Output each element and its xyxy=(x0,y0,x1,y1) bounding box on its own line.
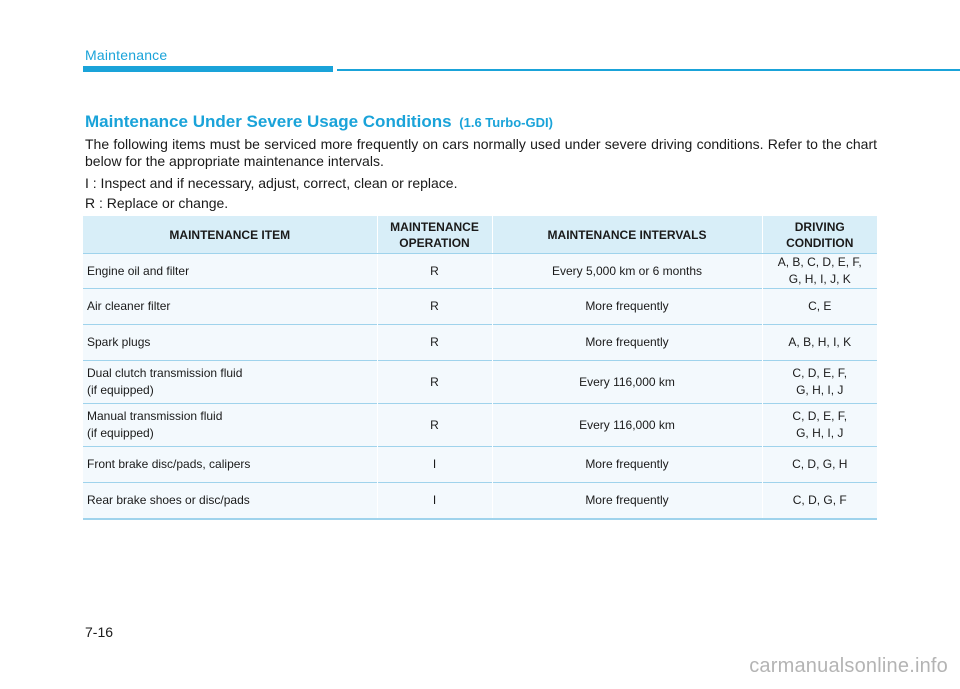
header-operation-line1: MAINTENANCE xyxy=(390,219,479,234)
table-row xyxy=(83,404,877,447)
condition-line2: G, H, I, J, K xyxy=(788,272,851,286)
header-title: Maintenance xyxy=(85,47,168,63)
header-driving-condition xyxy=(762,216,877,254)
cell-condition xyxy=(762,254,877,289)
watermark: carmanualsonline.info xyxy=(749,655,948,677)
cell-operation: R xyxy=(377,404,492,447)
table-row xyxy=(83,325,877,361)
item-line2: (if equipped) xyxy=(87,426,154,440)
cell-interval: More frequently xyxy=(492,325,762,361)
cell-interval: Every 116,000 km xyxy=(492,404,762,447)
maintenance-table xyxy=(83,216,877,520)
table-row xyxy=(83,361,877,404)
header-maintenance-item: MAINTENANCE ITEM xyxy=(83,216,377,254)
cell-item xyxy=(83,361,377,404)
header-condition-line1: DRIVING xyxy=(794,219,845,234)
cell-operation: I xyxy=(377,447,492,483)
item-line1: Spark plugs xyxy=(87,335,151,349)
condition-line1: A, B, H, I, K xyxy=(788,335,852,349)
condition-line1: C, D, G, F xyxy=(792,492,847,507)
header-maintenance-operation xyxy=(377,216,492,254)
table-row xyxy=(83,254,877,289)
cell-item xyxy=(83,254,377,289)
cell-operation: R xyxy=(377,289,492,325)
cell-item xyxy=(83,447,377,483)
cell-condition xyxy=(762,447,877,483)
page-number: 7-16 xyxy=(85,624,114,640)
condition-line1: A, B, C, D, E, F, xyxy=(777,255,862,269)
item-line1: Front brake disc/pads, calipers xyxy=(87,457,251,471)
item-line1: Rear brake shoes or disc/pads xyxy=(87,492,250,507)
header-operation-line2: OPERATION xyxy=(399,235,470,250)
table-row xyxy=(83,483,877,519)
condition-line1: C, D, E, F, xyxy=(792,366,848,380)
header-maintenance-intervals: MAINTENANCE INTERVALS xyxy=(492,216,762,254)
table-row xyxy=(83,289,877,325)
condition-line1: C, D, E, F, xyxy=(792,409,848,423)
cell-item xyxy=(83,325,377,361)
item-line2: (if equipped) xyxy=(87,383,154,397)
header-rule-thick xyxy=(83,66,333,72)
section-subtitle: (1.6 Turbo-GDI) xyxy=(459,115,553,130)
cell-interval: More frequently xyxy=(492,289,762,325)
condition-line1: C, E xyxy=(808,299,832,313)
cell-item xyxy=(83,289,377,325)
cell-item xyxy=(83,404,377,447)
header-rule-thin xyxy=(337,69,960,71)
header-condition-line2: CONDITION xyxy=(786,235,854,250)
section-title xyxy=(85,112,553,132)
cell-interval: Every 5,000 km or 6 months xyxy=(492,254,762,289)
cell-item xyxy=(83,483,377,519)
cell-operation: R xyxy=(377,361,492,404)
section-title-text: Maintenance Under Severe Usage Conditions xyxy=(85,112,452,131)
condition-line2: G, H, I, J xyxy=(796,426,844,440)
cell-interval: Every 116,000 km xyxy=(492,361,762,404)
legend-inspect: I : Inspect and if necessary, adjust, correct, clean or replace. xyxy=(85,175,458,191)
condition-line1: C, D, G, H xyxy=(792,457,848,471)
cell-operation: I xyxy=(377,483,492,519)
intro-paragraph: The following items must be serviced more frequently on cars normally used under severe driving conditions. Refer to the chart below for the appropriate maintenance intervals. xyxy=(85,136,877,169)
cell-condition xyxy=(762,404,877,447)
table-row xyxy=(83,447,877,483)
cell-interval: More frequently xyxy=(492,483,762,519)
item-line1: Engine oil and filter xyxy=(87,263,190,278)
legend-replace: R : Replace or change. xyxy=(85,195,229,211)
item-line1: Manual transmission fluid xyxy=(87,409,223,423)
table-header-row xyxy=(83,216,877,254)
cell-operation: R xyxy=(377,325,492,361)
item-line1: Dual clutch transmission fluid xyxy=(87,366,243,380)
cell-condition xyxy=(762,325,877,361)
cell-interval: More frequently xyxy=(492,447,762,483)
item-line1: Air cleaner filter xyxy=(87,299,171,313)
cell-operation: R xyxy=(377,254,492,289)
cell-condition xyxy=(762,361,877,404)
cell-condition xyxy=(762,483,877,519)
cell-condition xyxy=(762,289,877,325)
condition-line2: G, H, I, J xyxy=(796,383,844,397)
